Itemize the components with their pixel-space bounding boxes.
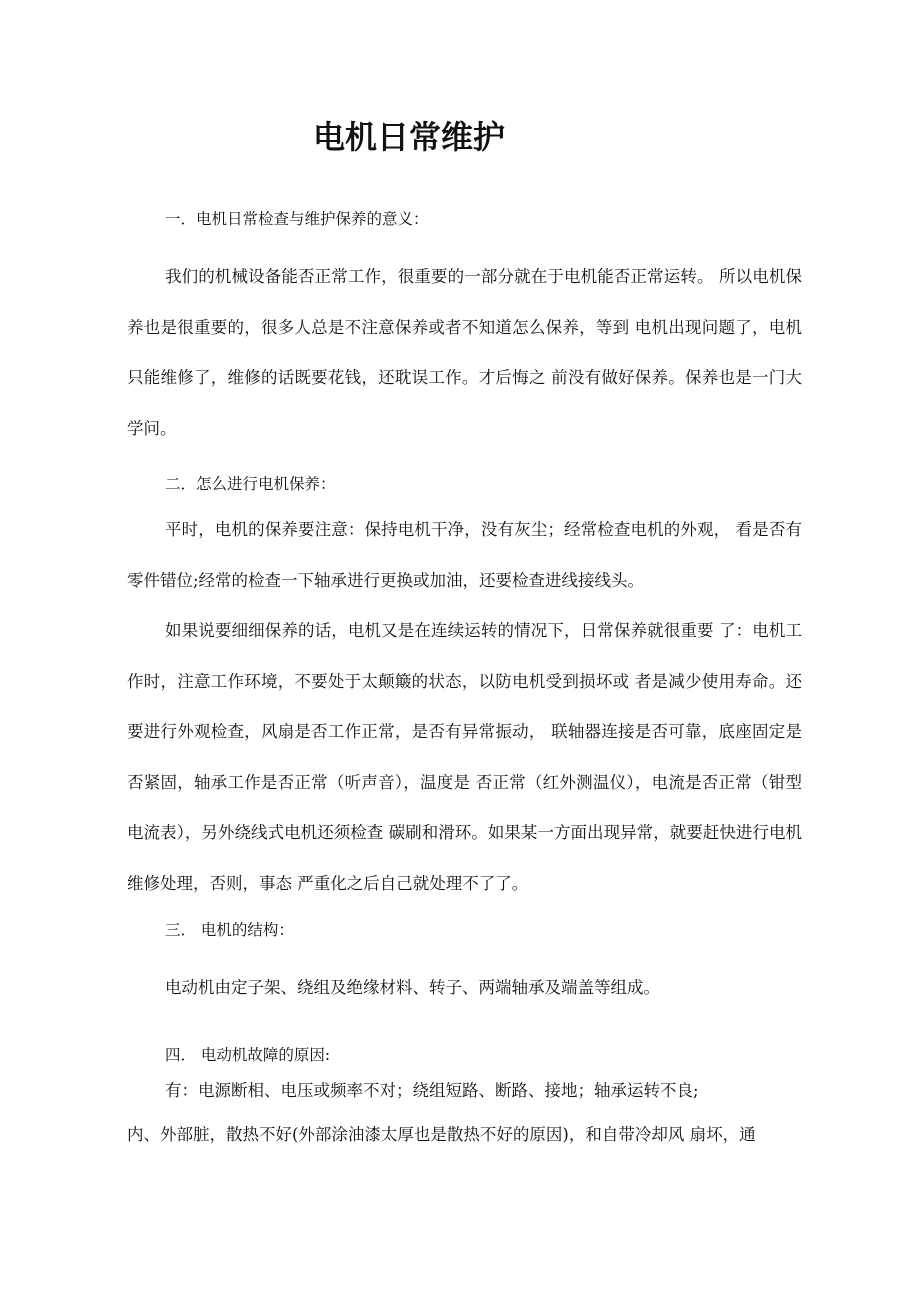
document-title-text: 电机日常维护 xyxy=(313,118,506,156)
section-1-heading: 一．电机日常检查与维护保养的意义： xyxy=(165,210,429,228)
section-3-paragraph: 电动机由定子架、绕组及绝缘材料、转子、两端轴承及端盖等组成。 xyxy=(165,978,660,997)
section-2-heading: 二．怎么进行电机保养： xyxy=(165,475,336,493)
section-1-paragraph: 我们的机械设备能否正常工作，很重要的一部分就在于电机能否正常运转。 所以电机保养也是很重要的，很多人总是不注意保养或者不知道怎么保养，等到 电机出现问题了，电机只能维修了，维修的话既要花钱，还耽误工作。才后悔之 前没有做好保养。保养也是一门大学问。 xyxy=(127,267,802,438)
section-2-paragraph-2: 如果说要细细保养的话，电机又是在连续运转的情况下，日常保养就很重要 了：电机工作时，注意工作环境，不要处于太颠簸的状态，以防电机受到损坏或 者是减少使用寿命。还要进行外观检查，风扇是否工作正常，是否有异常振动， 联轴器连接是否可靠，底座固定是否紧固，轴承工作是否正常（听声音），温度是 否正常（红外测温仪），电流是否正常（钳型电流表），另外绕线式电机还须检查 碳刷和滑环。如果某一方面出现异常，就要赶快进行电机维修处理，否则，事态 严重化之后自己就处理不了了。 xyxy=(127,621,802,893)
section-4-heading: 四． 电动机故障的原因: xyxy=(165,1046,331,1064)
section-3-heading: 三． 电机的结构： xyxy=(165,921,294,939)
section-4-line-1: 有：电源断相、电压或频率不对；绕组短路、断路、接地；轴承运转不良; xyxy=(165,1081,699,1100)
section-2-paragraph-1: 平时，电机的保养要注意：保持电机干净，没有灰尘；经常检查电机的外观， 看是否有零件错位;经常的检查一下轴承进行更换或加油，还要检查进线接线头。 xyxy=(127,520,802,590)
section-4-line-2: 内、外部脏，散热不好(外部涂油漆太厚也是散热不好的原因)，和自带冷却风 扇坏，通 xyxy=(127,1125,756,1144)
